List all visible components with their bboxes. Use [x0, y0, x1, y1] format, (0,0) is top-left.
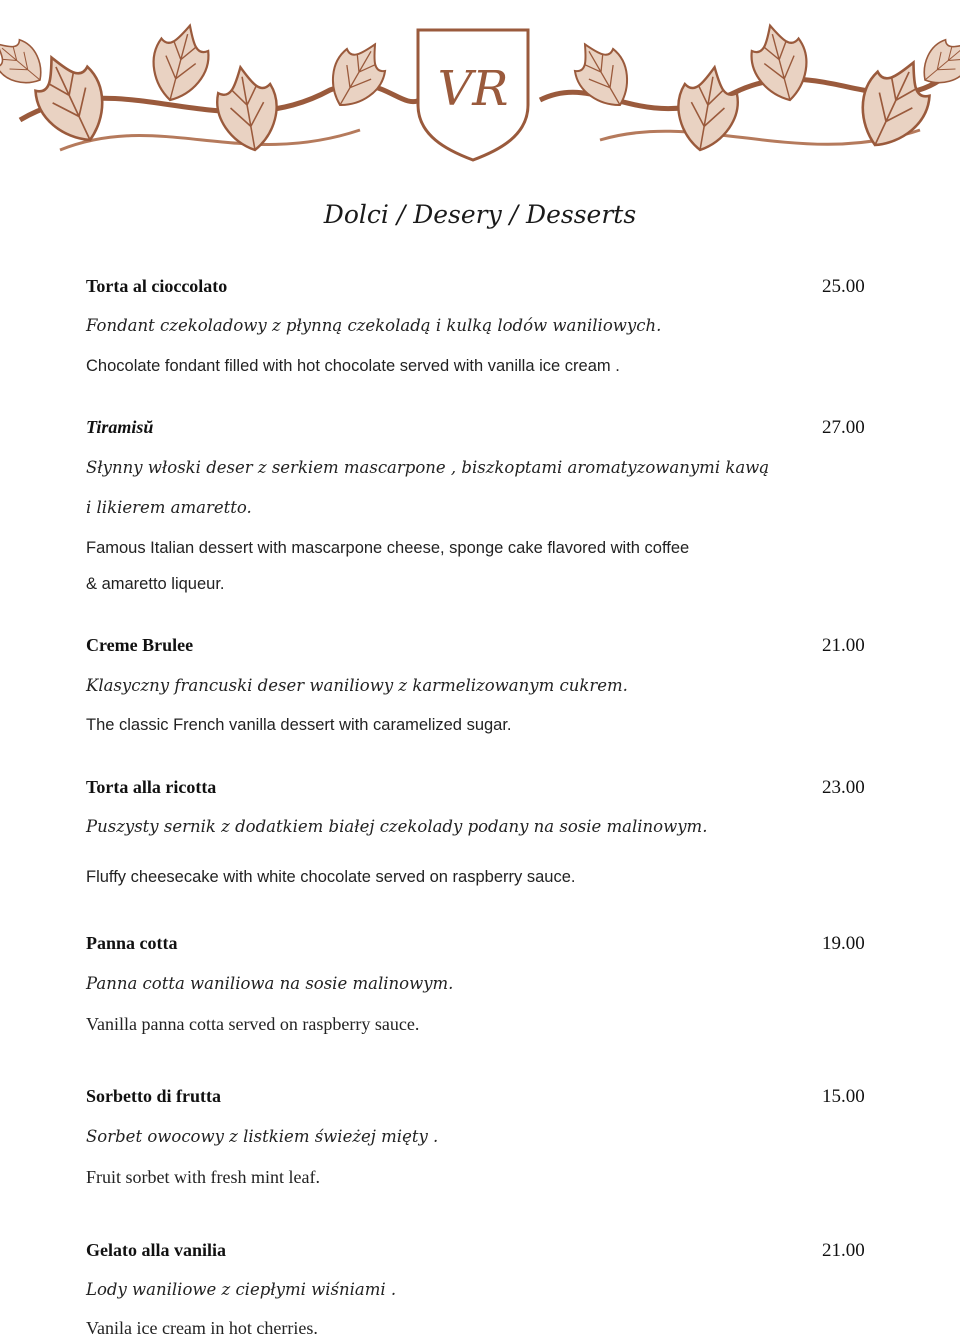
item-description-en: & amaretto liqueur. — [86, 575, 225, 593]
menu-title: Dolci / Desery / Desserts — [323, 200, 637, 229]
item-price: 23.00 — [822, 777, 865, 798]
item-description-en: Fluffy cheesecake with white chocolate served on raspberry sauce. — [86, 868, 576, 886]
item-price: 19.00 — [822, 933, 865, 954]
item-description-pl: Sorbet owocowy z listkiem świeżej mięty . — [86, 1127, 439, 1146]
item-description-en: Vanilla panna cotta served on raspberry sauce. — [86, 1014, 420, 1034]
item-description-en: Fruit sorbet with fresh mint leaf. — [86, 1167, 320, 1187]
item-description-pl: Słynny włoski deser z serkiem mascarpone , biszkoptami aromatyzowanymi kawą — [86, 458, 770, 477]
item-name: Gelato alla vanilia — [86, 1240, 227, 1260]
item-name: Torta al cioccolato — [86, 276, 228, 296]
item-description-pl: Fondant czekoladowy z płynną czekoladą i kulką lodów waniliowych. — [86, 316, 662, 335]
header-ornament — [0, 0, 960, 195]
item-name: Panna cotta — [86, 933, 178, 953]
item-name: Torta alla ricotta — [86, 777, 217, 797]
item-description-en: Vanila ice cream in hot cherries. — [86, 1318, 318, 1338]
item-description-pl: Lody waniliowe z ciepłymi wiśniami . — [86, 1280, 397, 1299]
monogram: VR — [437, 61, 509, 117]
shield-emblem — [418, 30, 528, 160]
item-description-pl: Panna cotta waniliowa na sosie malinowym. — [86, 974, 454, 993]
item-description-en: The classic French vanilla dessert with caramelized sugar. — [86, 716, 512, 734]
item-price: 15.00 — [822, 1086, 865, 1107]
item-description-en: Chocolate fondant filled with hot chocolate served with vanilla ice cream . — [86, 357, 620, 375]
item-price: 21.00 — [822, 1240, 865, 1261]
item-name: Tiramisŭ — [86, 417, 154, 437]
item-description-en: Famous Italian dessert with mascarpone cheese, sponge cake flavored with coffee — [86, 539, 690, 557]
item-price: 21.00 — [822, 635, 865, 656]
item-name: Sorbetto di frutta — [86, 1086, 221, 1106]
item-description-pl: Puszysty sernik z dodatkiem białej czekolady podany na sosie malinowym. — [86, 817, 708, 836]
item-name: Creme Brulee — [86, 635, 194, 655]
item-price: 27.00 — [822, 417, 865, 438]
item-description-pl: i likierem amaretto. — [86, 498, 252, 517]
item-price: 25.00 — [822, 276, 865, 297]
item-description-pl: Klasyczny francuski deser waniliowy z karmelizowanym cukrem. — [86, 676, 628, 695]
